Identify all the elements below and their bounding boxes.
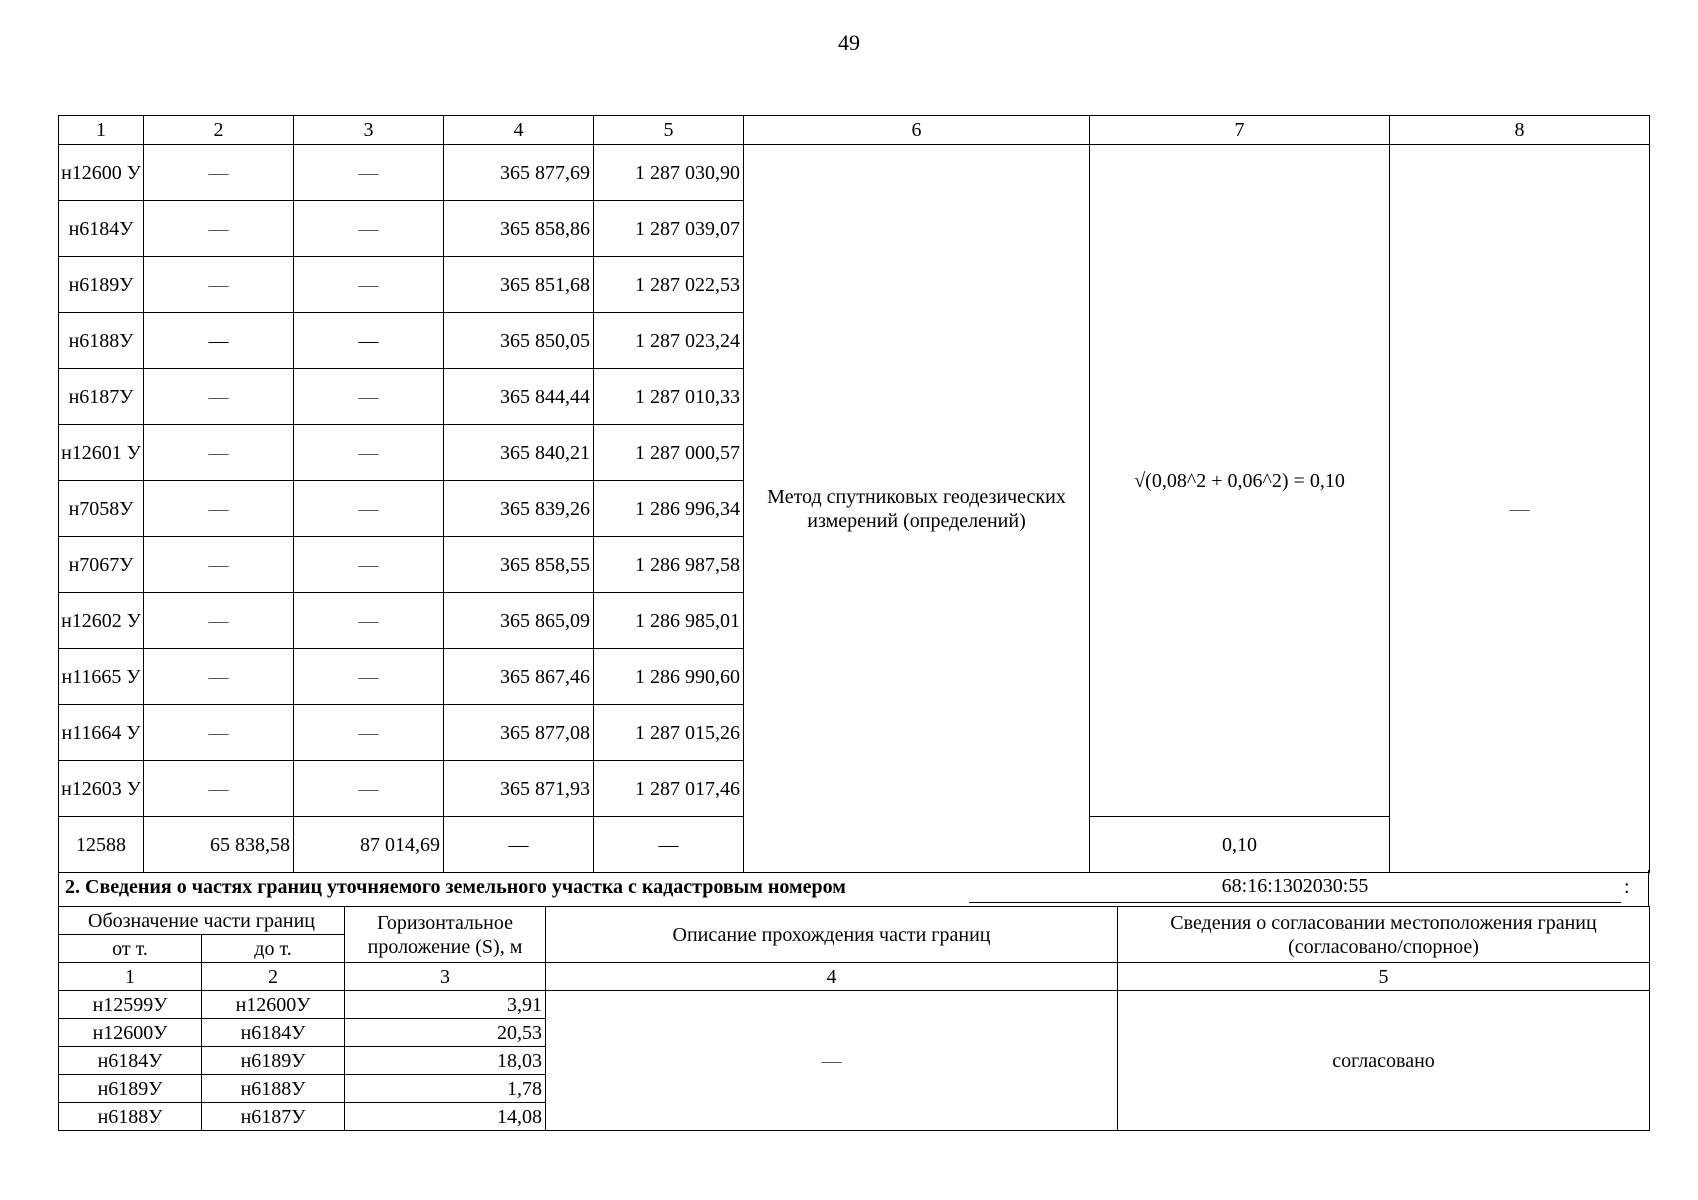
to-point: н6187У xyxy=(202,1103,345,1131)
accuracy-formula-cell: √(0,08^2 + 0,06^2) = 0,10 xyxy=(1090,145,1390,817)
point-name: н7058У xyxy=(59,481,144,537)
cell-value: — xyxy=(294,537,444,593)
cell-value: — xyxy=(144,201,294,257)
cell-value: — xyxy=(294,313,444,369)
boundary-parts-table xyxy=(58,906,1650,1131)
cell-value: — xyxy=(144,313,294,369)
cell-value: — xyxy=(294,369,444,425)
cell-value: — xyxy=(294,649,444,705)
point-name: 12588 xyxy=(59,817,144,873)
cell-value: — xyxy=(144,649,294,705)
section-title: 2. Сведения о частях границ уточняемого земельного участка с кадастровым номером xyxy=(65,876,846,898)
header-from: от т. xyxy=(59,935,202,963)
cadastral-number: 68:16:1302030:55 xyxy=(969,870,1621,903)
x-coordinate: 365 877,08 xyxy=(444,705,594,761)
col-number: 4 xyxy=(444,116,594,145)
agreement-cell: согласовано xyxy=(1118,991,1650,1131)
x-coordinate: 365 865,09 xyxy=(444,593,594,649)
col8-cell: — xyxy=(1390,145,1650,873)
cell-value: — xyxy=(294,201,444,257)
col-number: 8 xyxy=(1390,116,1650,145)
section-colon: : xyxy=(1624,876,1630,898)
y-coordinate: 1 287 022,53 xyxy=(594,257,744,313)
description-cell: — xyxy=(546,991,1118,1131)
table-row xyxy=(59,145,1650,201)
horizontal-length: 1,78 xyxy=(345,1075,546,1103)
point-name: н12603 У xyxy=(59,761,144,817)
col-number: 1 xyxy=(59,963,202,991)
x-coordinate: 365 867,46 xyxy=(444,649,594,705)
y-coordinate: 1 286 985,01 xyxy=(594,593,744,649)
point-name: н11665 У xyxy=(59,649,144,705)
horizontal-length: 14,08 xyxy=(345,1103,546,1131)
cell-value: — xyxy=(144,145,294,201)
cell-value: — xyxy=(294,425,444,481)
x-coordinate: 365 877,69 xyxy=(444,145,594,201)
x-coordinate: 365 851,68 xyxy=(444,257,594,313)
from-point: н6184У xyxy=(59,1047,202,1075)
x-coordinate: 365 850,05 xyxy=(444,313,594,369)
col-number: 6 xyxy=(744,116,1090,145)
cell-value: — xyxy=(144,537,294,593)
x-coordinate: 365 840,21 xyxy=(444,425,594,481)
cell-value: — xyxy=(294,705,444,761)
header-agreement: Сведения о согласовании местоположения границ (согласовано/спорное) xyxy=(1118,907,1650,963)
col-number: 4 xyxy=(546,963,1118,991)
to-point: н6188У xyxy=(202,1075,345,1103)
table-row xyxy=(59,991,1650,1019)
horizontal-length: 20,53 xyxy=(345,1019,546,1047)
cell-value: 87 014,69 xyxy=(294,817,444,873)
y-coordinate: 1 287 010,33 xyxy=(594,369,744,425)
coordinates-table xyxy=(58,115,1650,873)
col-number: 2 xyxy=(202,963,345,991)
cell-value: — xyxy=(294,761,444,817)
from-point: н12600У xyxy=(59,1019,202,1047)
point-name: н12601 У xyxy=(59,425,144,481)
to-point: н6189У xyxy=(202,1047,345,1075)
from-point: н12599У xyxy=(59,991,202,1019)
from-point: н6189У xyxy=(59,1075,202,1103)
y-coordinate: 1 286 990,60 xyxy=(594,649,744,705)
x-coordinate: 365 839,26 xyxy=(444,481,594,537)
header-to: до т. xyxy=(202,935,345,963)
col-number: 1 xyxy=(59,116,144,145)
point-name: н11664 У xyxy=(59,705,144,761)
x-coordinate: 365 844,44 xyxy=(444,369,594,425)
to-point: н12600У xyxy=(202,991,345,1019)
header-part-designation: Обозначение части границ xyxy=(59,907,345,935)
cell-value: — xyxy=(294,593,444,649)
from-point: н6188У xyxy=(59,1103,202,1131)
page-number: 49 xyxy=(838,30,860,55)
point-name: н6188У xyxy=(59,313,144,369)
x-coordinate: 365 871,93 xyxy=(444,761,594,817)
col-number: 2 xyxy=(144,116,294,145)
horizontal-length: 3,91 xyxy=(345,991,546,1019)
point-name: н6189У xyxy=(59,257,144,313)
x-coordinate: — xyxy=(444,817,594,873)
y-coordinate: 1 287 000,57 xyxy=(594,425,744,481)
x-coordinate: 365 858,86 xyxy=(444,201,594,257)
cell-value: — xyxy=(144,705,294,761)
cell-value: 65 838,58 xyxy=(144,817,294,873)
y-coordinate: 1 287 023,24 xyxy=(594,313,744,369)
cell-value: — xyxy=(294,145,444,201)
horizontal-length: 18,03 xyxy=(345,1047,546,1075)
header-horizontal-length: Горизонтальное проложение (S), м xyxy=(345,907,546,963)
col-number: 5 xyxy=(1118,963,1650,991)
x-coordinate: 365 858,55 xyxy=(444,537,594,593)
accuracy-value: 0,10 xyxy=(1090,817,1390,873)
section-2-header xyxy=(58,870,1649,906)
cell-value: — xyxy=(144,761,294,817)
to-point: н6184У xyxy=(202,1019,345,1047)
y-coordinate: — xyxy=(594,817,744,873)
point-name: н6187У xyxy=(59,369,144,425)
cell-value: — xyxy=(294,481,444,537)
point-name: н12600 У xyxy=(59,145,144,201)
y-coordinate: 1 286 987,58 xyxy=(594,537,744,593)
method-cell: Метод спутниковых геодезических измерений (определений) xyxy=(744,145,1090,873)
header-description: Описание прохождения части границ xyxy=(546,907,1118,963)
column-number-row xyxy=(59,116,1650,145)
point-name: н6184У xyxy=(59,201,144,257)
col-number: 3 xyxy=(345,963,546,991)
cell-value: — xyxy=(144,481,294,537)
header-row xyxy=(59,907,1650,935)
cell-value: — xyxy=(144,593,294,649)
y-coordinate: 1 287 039,07 xyxy=(594,201,744,257)
point-name: н12602 У xyxy=(59,593,144,649)
cell-value: — xyxy=(144,257,294,313)
cell-value: — xyxy=(294,257,444,313)
y-coordinate: 1 287 030,90 xyxy=(594,145,744,201)
y-coordinate: 1 287 015,26 xyxy=(594,705,744,761)
col-number: 3 xyxy=(294,116,444,145)
y-coordinate: 1 287 017,46 xyxy=(594,761,744,817)
cell-value: — xyxy=(144,369,294,425)
col-number: 5 xyxy=(594,116,744,145)
y-coordinate: 1 286 996,34 xyxy=(594,481,744,537)
cell-value: — xyxy=(144,425,294,481)
point-name: н7067У xyxy=(59,537,144,593)
col-number: 7 xyxy=(1090,116,1390,145)
column-number-row xyxy=(59,963,1650,991)
